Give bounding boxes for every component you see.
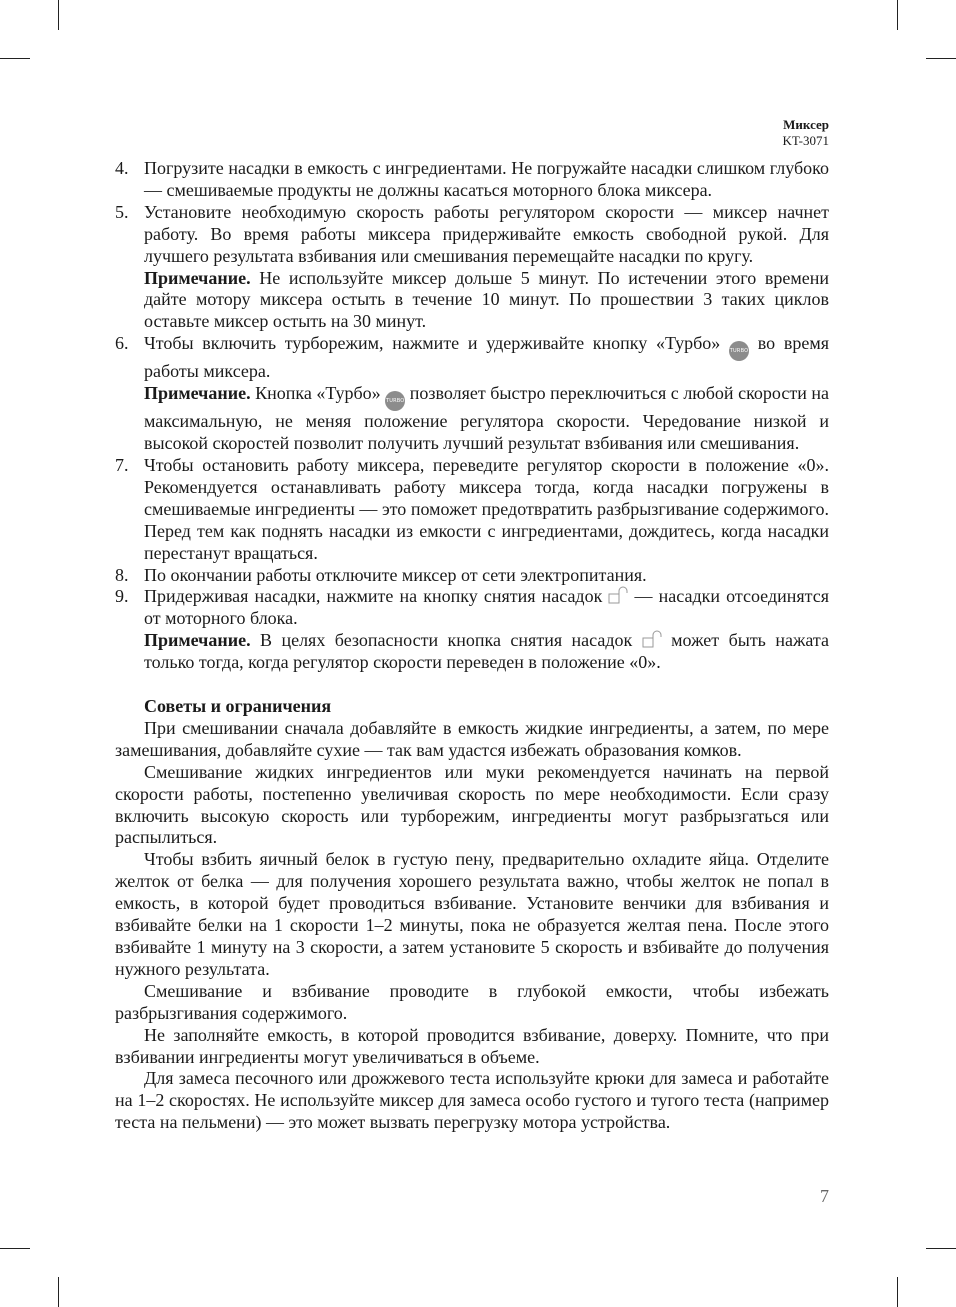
note-text: Не используйте миксер дольше 5 минут. По истечении этого времени дайте мотору миксера остыть в течение 10 минут. По прошествии 3 таких циклов оставьте миксер остыть на 30 минут. bbox=[144, 267, 829, 332]
item-text: Чтобы включить турборежим, нажмите и удерживайте кнопку «Турбо» TURBO во время работы миксера. bbox=[144, 333, 829, 382]
crop-mark bbox=[897, 0, 898, 30]
tips-paragraph: При смешивании сначала добавляйте в емкость жидкие ингредиенты, а затем, по мере замешивания, добавляйте сухие — так вам удастся избежать образования комков. bbox=[115, 717, 829, 760]
crop-mark bbox=[0, 1248, 30, 1249]
item-number: 8. bbox=[115, 564, 129, 585]
tips-paragraph: Смешивание жидких ингредиентов или муки рекомендуется начинать на первой скорости работы, постепенно увеличивая скорость по мере необходимости. Если сразу включить высокую скорость или турборежим, ингредиенты могут разбрызгаться или распылиться. bbox=[115, 761, 829, 848]
list-item bbox=[115, 333, 829, 455]
list-item bbox=[115, 158, 829, 202]
item-text: Чтобы остановить работу миксера, переведите регулятор скорости в положение «0». Рекомендуется останавливать работу миксера тогда, когда насадки погружены в смешиваемые ингредиенты — это поможет предотвратить разбрызгивание содержимого. Перед тем как поднять насадки из емкости с ингредиентами, дождитесь, когда насадки перестанут вращаться. bbox=[144, 454, 829, 563]
item-text: По окончании работы отключите миксер от сети электропитания. bbox=[144, 564, 647, 585]
product-model: KT-3071 bbox=[782, 133, 829, 148]
item-number: 5. bbox=[115, 201, 129, 222]
item-number: 6. bbox=[115, 333, 129, 354]
list-item bbox=[115, 565, 829, 587]
note-label: Примечание. bbox=[144, 383, 251, 404]
crop-mark bbox=[0, 58, 30, 59]
unlock-icon bbox=[642, 630, 662, 648]
crop-mark bbox=[58, 1277, 59, 1307]
tips-paragraph: Для замеса песочного или дрожжевого теста используйте крюки для замеса и работайте на 1–2 скоростях. Не используйте миксер для замеса особо густого и тугого теста (например теста на пельмени) — это может вызвать перегрузку мотора устройства. bbox=[115, 1068, 829, 1133]
crop-mark bbox=[897, 1277, 898, 1307]
item-note: Примечание. Кнопка «Турбо» TURBO позволяет быстро переключиться с любой скорости на максимальную, не меняя положение регулятора скорости. Чередование низкой и высокой скоростей позволит получить лучший результат взбивания или смешивания. bbox=[144, 383, 829, 454]
crop-mark bbox=[58, 0, 59, 30]
section-title: Советы и ограничения bbox=[144, 696, 332, 717]
item-text: Погрузите насадки в емкость с ингредиентами. Не погружайте насадки слишком глубоко — смешиваемые продукты не должны касаться моторного блока миксера. bbox=[144, 158, 829, 200]
item-number: 9. bbox=[115, 586, 129, 607]
tips-paragraph: Смешивание и взбивание проводите в глубокой емкости, чтобы избежать разбрызгивания содержимого. bbox=[115, 980, 829, 1023]
page-content bbox=[115, 158, 829, 1134]
note-label: Примечание. bbox=[144, 267, 251, 288]
item-text: Придерживая насадки, нажмите на кнопку снятия насадок — насадки отсоединятся от моторного блока. bbox=[144, 586, 829, 629]
tips-paragraph: Чтобы взбить яичный белок в густую пену, предварительно охладите яйца. Отделите желток от белка — для получения хорошего результата важно, чтобы желток не попал в емкость, в которой будет проводиться взбивание. Установите венчики для взбивания и взбивайте белки на 1 скорости 1–2 минуты, пока не образуется желтая пена. После этого взбивайте 1 минуту на 3 скорости, а затем установите 5 скорость и взбивайте до получения нужного результата. bbox=[115, 849, 829, 979]
item-note: Примечание. В целях безопасности кнопка снятия насадок может быть нажата только тогда, когда регулятор скорости переведен в положение «0». bbox=[144, 630, 829, 673]
item-number: 4. bbox=[115, 158, 129, 178]
turbo-button-icon: TURBO bbox=[385, 391, 405, 411]
tips-paragraph: Не заполняйте емкость, в которой проводится взбивание, доверху. Помните, что при взбивании ингредиенты могут увеличиваться в объеме. bbox=[115, 1024, 829, 1067]
unlock-icon bbox=[608, 586, 628, 604]
crop-mark bbox=[926, 58, 956, 59]
item-note bbox=[144, 268, 829, 334]
list-item bbox=[115, 586, 829, 674]
list-item bbox=[115, 202, 829, 333]
page-header bbox=[783, 117, 829, 149]
product-title: Миксер bbox=[783, 117, 829, 132]
list-item bbox=[115, 455, 829, 565]
turbo-button-icon: TURBO bbox=[729, 341, 749, 361]
page-number: 7 bbox=[820, 1186, 829, 1206]
item-number: 7. bbox=[115, 454, 129, 475]
item-text: Установите необходимую скорость работы регулятором скорости — миксер начнет работу. Во время работы миксера придерживайте емкость свободной рукой. Для лучшего результата взбивания или смешивания перемещайте насадки по кругу. bbox=[144, 201, 829, 266]
note-label: Примечание. bbox=[144, 630, 251, 651]
crop-mark bbox=[926, 1248, 956, 1249]
